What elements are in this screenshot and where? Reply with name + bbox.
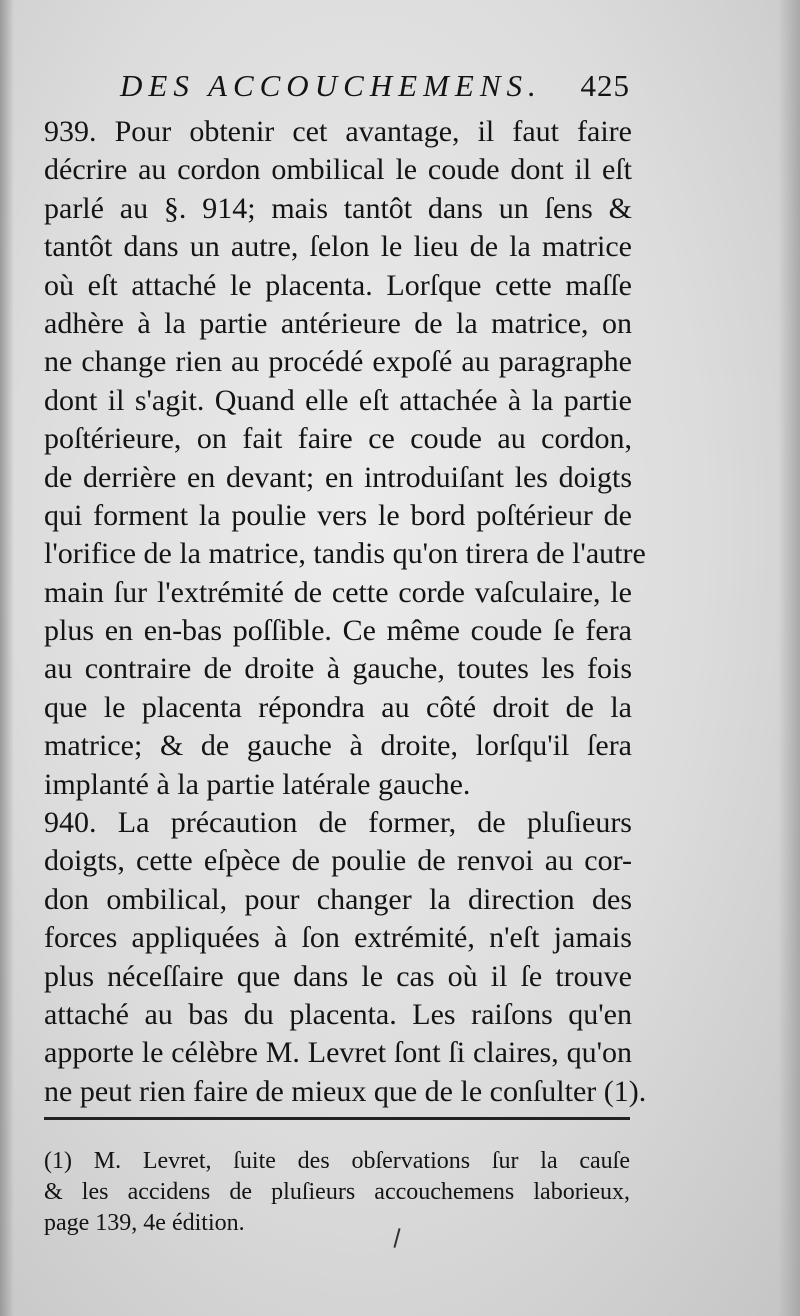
running-head: DES ACCOUCHEMENS. xyxy=(120,68,542,103)
page-number: 425 xyxy=(580,68,630,103)
text-line: que le placenta répondra au côté droit de la xyxy=(44,690,632,724)
text-line: plus néceſſaire que dans le cas où il ſe trouve xyxy=(44,959,632,993)
text-line: de derrière en devant; en introduiſant les doigts xyxy=(44,460,632,494)
text-line: plus en en-bas poſſible. Ce même coude ſe fera xyxy=(44,614,632,648)
text-line: 939. Pour obtenir cet avantage, il faut faire xyxy=(44,115,632,148)
text-line: au contraire de droite à gauche, toutes les fois xyxy=(44,652,632,686)
footnote-line: (1) M. Levret, ſuite des obſervations ſur la cauſe xyxy=(44,1148,630,1174)
text-line: parlé au §. 914; mais tantôt dans un ſens & xyxy=(44,191,632,225)
text-line: main ſur l'extrémité de cette corde vaſculaire, le xyxy=(44,575,632,609)
text-line: don ombilical, pour changer la direction des xyxy=(44,882,632,916)
text-line: matrice; & de gauche à droite, lorſqu'il ſera xyxy=(44,729,632,763)
page-shadow-left xyxy=(0,0,14,1316)
text-line: qui forment la poulie vers le bord poſtérieur de xyxy=(44,498,632,532)
footnote-line: page 139, 4e édition. xyxy=(44,1210,245,1236)
page-shadow-right xyxy=(778,0,800,1316)
footnote-line: & les accidens de pluſieurs accouchemens laborieux, xyxy=(44,1179,630,1205)
text-line: où eſt attaché le placenta. Lorſque cette maſſe xyxy=(44,268,632,302)
page-header xyxy=(120,64,630,108)
text-line: ne change rien au procédé expoſé au paragraphe xyxy=(44,345,632,379)
footnote-rule xyxy=(44,1117,630,1120)
footnote xyxy=(44,1146,630,1239)
main-text xyxy=(44,113,647,1111)
text-line: tantôt dans un autre, ſelon le lieu de la matrice xyxy=(44,230,632,264)
text-line: forces appliquées à ſon extrémité, n'eſt jamais xyxy=(44,921,632,955)
text-line: dont il s'agit. Quand elle eſt attachée à la partie xyxy=(44,383,632,417)
text-line: doigts, cette eſpèce de poulie de renvoi au cor- xyxy=(44,844,632,878)
text-line: apporte le célèbre M. Levret ſont ſi claires, qu'on xyxy=(44,1036,632,1070)
text-line: ne peut rien faire de mieux que de le conſulter (1). xyxy=(44,1074,647,1108)
text-line: attaché au bas du placenta. Les raiſons qu'en xyxy=(44,997,632,1031)
text-line: adhère à la partie antérieure de la matrice, on xyxy=(44,306,632,340)
text-line: 940. La précaution de former, de pluſieurs xyxy=(44,806,632,840)
text-line: l'orifice de la matrice, tandis qu'on tirera de l'autre xyxy=(44,537,646,571)
text-line: décrire au cordon ombilical le coude dont il eſt xyxy=(44,153,632,187)
text-line: poſtérieure, on fait faire ce coude au cordon, xyxy=(44,422,632,456)
text-line: implanté à la partie latérale gauche. xyxy=(44,767,471,801)
